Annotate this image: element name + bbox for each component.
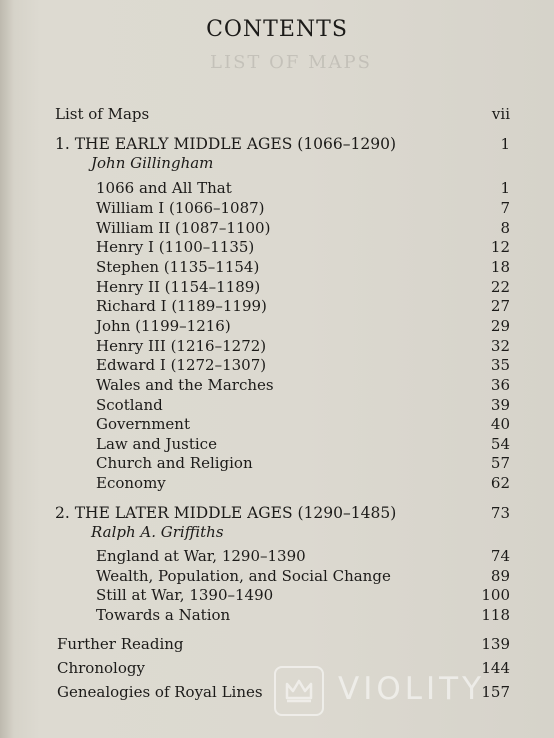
toc-page: 7 <box>500 199 510 217</box>
toc-title: William II (1087–1100) <box>96 219 271 237</box>
toc-page: 157 <box>481 683 510 701</box>
toc-page: 36 <box>490 376 510 394</box>
toc-entry <box>0 566 554 586</box>
toc-title: Economy <box>96 474 166 492</box>
toc-page: 74 <box>490 547 510 565</box>
toc-entry <box>0 453 554 473</box>
toc-entry <box>0 257 554 277</box>
toc-entry <box>0 296 554 316</box>
toc-entry <box>0 218 554 238</box>
toc-page: 35 <box>490 356 510 374</box>
toc-title: Law and Justice <box>96 435 217 453</box>
toc-title: Genealogies of Royal Lines <box>57 683 263 701</box>
toc-page: 22 <box>490 278 510 296</box>
toc-title: Towards a Nation <box>96 606 231 624</box>
toc-title: List of Maps <box>55 105 150 123</box>
toc-title: Henry I (1100–1135) <box>96 238 255 256</box>
crown-icon <box>274 666 324 716</box>
toc-entry <box>0 434 554 454</box>
toc-entry <box>0 546 554 566</box>
toc-section-2 <box>0 503 554 523</box>
toc-title: Church and Religion <box>96 454 253 472</box>
toc-title: Henry III (1216–1272) <box>96 337 267 355</box>
toc-title: Henry II (1154–1189) <box>96 278 261 296</box>
toc-title: Richard I (1189–1199) <box>96 297 267 315</box>
toc-title: Edward I (1272–1307) <box>96 356 267 374</box>
toc-entry-list-of-maps <box>0 104 554 124</box>
toc-title: John (1199–1216) <box>96 317 231 335</box>
toc-entry <box>0 473 554 493</box>
toc-page: vii <box>491 105 510 123</box>
toc-entry <box>0 414 554 434</box>
toc-entry <box>0 585 554 605</box>
watermark <box>274 666 544 722</box>
toc-entry <box>0 316 554 336</box>
toc-page: 12 <box>490 238 510 256</box>
toc-title: 1066 and All That <box>96 179 232 197</box>
toc-page: 100 <box>481 586 510 604</box>
toc-title: Government <box>96 415 190 433</box>
toc-entry <box>0 336 554 356</box>
toc-entry <box>0 237 554 257</box>
toc-entry <box>0 375 554 395</box>
toc-title: Still at War, 1390–1490 <box>96 586 274 604</box>
toc-page: 139 <box>481 635 510 653</box>
toc-page: 18 <box>490 258 510 276</box>
toc-page: 89 <box>490 567 510 585</box>
toc-title: Wealth, Population, and Social Change <box>96 567 391 585</box>
toc-entry <box>0 198 554 218</box>
toc-entry <box>0 178 554 198</box>
toc-entry-further-reading <box>0 634 554 654</box>
toc-page: 40 <box>490 415 510 433</box>
toc-title: 2. THE LATER MIDDLE AGES (1290–1485) <box>55 504 397 522</box>
toc-title: Scotland <box>96 396 163 414</box>
show-through-text: LIST OF MAPS <box>210 52 372 73</box>
toc-page: 118 <box>481 606 510 624</box>
toc-title: 1. THE EARLY MIDDLE AGES (1066–1290) <box>55 135 397 153</box>
toc-author-1 <box>0 153 554 173</box>
toc-title: Chronology <box>57 659 145 677</box>
toc-title: William I (1066–1087) <box>96 199 265 217</box>
toc-author: John Gillingham <box>91 154 214 172</box>
toc-entry <box>0 395 554 415</box>
toc-page: 54 <box>490 435 510 453</box>
toc-entry <box>0 277 554 297</box>
toc-page: 32 <box>490 337 510 355</box>
toc-section-1 <box>0 134 554 154</box>
toc-title: England at War, 1290–1390 <box>96 547 306 565</box>
toc-page: 62 <box>490 474 510 492</box>
contents-heading: CONTENTS <box>206 17 348 42</box>
toc-page: 1 <box>500 179 510 197</box>
toc-title: Wales and the Marches <box>96 376 274 394</box>
toc-title: Further Reading <box>57 635 184 653</box>
toc-page: 29 <box>490 317 510 335</box>
toc-page: 27 <box>490 297 510 315</box>
toc-entry <box>0 355 554 375</box>
toc-entry <box>0 605 554 625</box>
toc-page: 1 <box>500 135 510 153</box>
watermark-text: VIOLITY <box>338 671 486 707</box>
toc-author-2 <box>0 522 554 542</box>
toc-page: 8 <box>500 219 510 237</box>
toc-title: Stephen (1135–1154) <box>96 258 260 276</box>
toc-page: 144 <box>481 659 510 677</box>
toc-author: Ralph A. Griffiths <box>91 523 224 541</box>
toc-page: 39 <box>490 396 510 414</box>
toc-page: 73 <box>490 504 510 522</box>
toc-page: 57 <box>490 454 510 472</box>
